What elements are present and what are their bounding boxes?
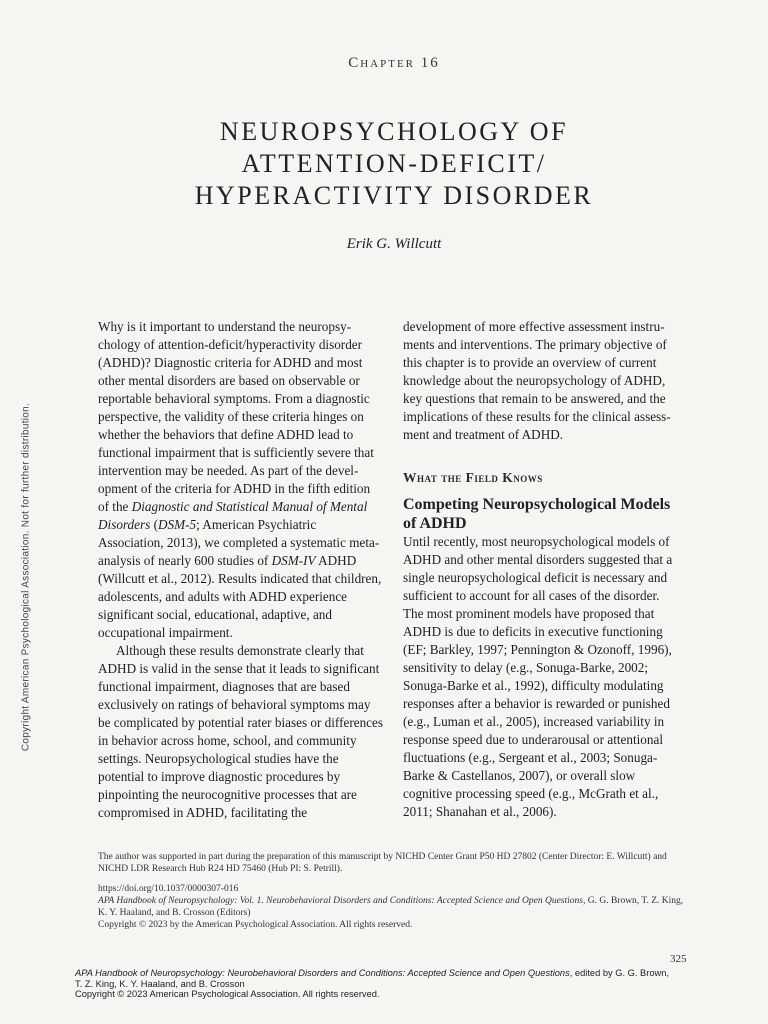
doi-link[interactable]: https://doi.org/10.1037/0000307-016 [98,884,239,894]
citation: APA Handbook of Neuropsychology: Vol. 1. Neurobehavioral Disorders and Conditions: Accepted Science and Open Questions, G. G. Brown, T. Z. King, K. Y. Haaland, and B. Crosson (Editors) [98,896,684,918]
right-paragraph-1: development of more effective assessment instruments and interventions. The primary objective of this chapter is to provide an overview of current knowledge about the neuropsychology of ADHD, key questions that remain to be answered, and the implications of these results for the clinical assessment and treatment of ADHD. [403,319,671,442]
subsection-heading: Competing Neuropsychological Models of ADHD [403,496,671,532]
title-line-1: NEUROPSYCHOLOGY OF [219,117,569,146]
left-paragraph-1: Why is it important to understand the neuropsychology of attention-deficit/hyperactivity disorder (ADHD)? Diagnostic criteria for ADHD and most other mental disorders are based on observable or reportable behavioral symptoms. From a diagnostic perspective, the validity of these criteria hinges on whether the behaviors that define ADHD lead to functional impairment that is sufficiently severe that intervention may be needed. As part of the development of the criteria for ADHD in the fifth edition of the Diagnostic and Statistical Manual of Mental Disorders (DSM-5; American Psychiatric Association, 2013), we completed a systematic meta-analysis of nearly 600 studies of DSM-IV ADHD (Willcutt et al., 2012). Results indicated that children, adolescents, and adults with ADHD experience significant social, educational, adaptive, and occupational impairment. [98,319,382,640]
left-paragraph-2: Although these results demonstrate clearly that ADHD is valid in the sense that it leads to significant functional impairment, diagnoses that are based exclusively on ratings of behavioral symptoms may be complicated by potential rater biases or differences in behavior across home, school, and community settings. Neuropsychological studies have the potential to improve diagnostic procedures by pinpointing the neurocognitive processes that are compromised in ADHD, facilitating the [98,643,383,820]
right-paragraph-2: Until recently, most neuropsychological models of ADHD and other mental disorders suggested that a single neuropsychological deficit is necessary and sufficient to account for all cases of the disorder. The most prominent models have proposed that ADHD is due to deficits in executive functioning (EF; Barkley, 1997; Pennington & Ozonoff, 1996), sensitivity to delay (e.g., Sonuga-Barke, 2002; Sonuga-Barke et al., 1992), difficulty modulating responses after a behavior is rewarded or punished (e.g., Luman et al., 2005), increased variability in response speed due to underarousal or attentional fluctuations (e.g., Sergeant et al., 2003; Sonuga-Barke & Castellanos, 2007), or overall slow cognitive processing speed (e.g., McGrath et al., 2011; Shanahan et al., 2006). [403,534,673,819]
chapter-title [0,116,768,212]
chapter-label: Chapter 16 [348,55,440,71]
footnotes [98,851,690,931]
right-column [403,318,683,821]
support-note: The author was supported in part during the preparation of this manuscript by NICHD Center Grant P50 HD 27802 (Center Director: E. Willcutt) and NICHD LDR Research Hub R24 HD 75460 (Hub PI: S. Petrill). [98,852,667,874]
sidebar-copyright [20,385,40,770]
title-line-3: HYPERACTIVITY DISORDER [194,181,594,210]
author-name: Erik G. Willcutt [346,236,442,252]
section-heading: What the Field Knows [403,470,543,485]
sidebar-copyright-text: Copyright American Psychological Association. Not for further distribution. [20,402,32,752]
page-number: 325 [670,953,687,965]
left-column [98,318,384,822]
copyright-notice: Copyright © 2023 by the American Psychological Association. All rights reserved. [98,920,413,930]
title-line-2: ATTENTION-DEFICIT/ [241,149,547,178]
bottom-copyright: Copyright © 2023 American Psychological Association. All rights reserved. [75,989,380,999]
bottom-citation: APA Handbook of Neuropsychology: Neurobehavioral Disorders and Conditions: Accepted Science and Open Questions, edited by G. G. Brown, T. Z. King, K. Y. Haaland, and B. Crosson [75,968,669,989]
bottom-credit [75,968,675,1000]
